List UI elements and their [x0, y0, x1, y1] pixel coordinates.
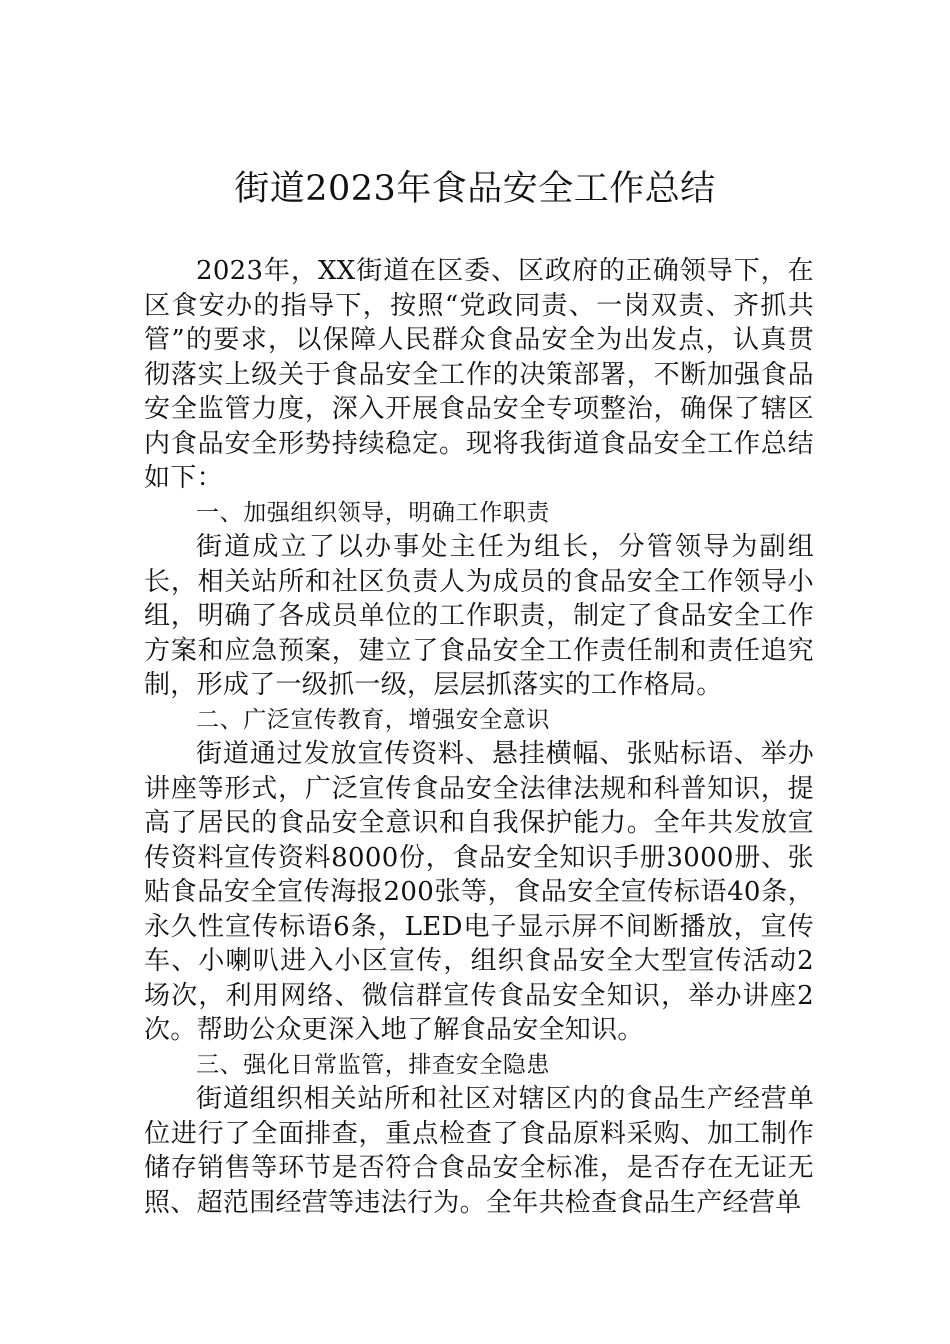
section-heading-3: 三、强化日常监管，排查安全隐患 — [196, 1051, 550, 1078]
intro-paragraph: 2023年，XX街道在区委、区政府的正确领导下，在区食安办的指导下，按照“党政同责、一岗双责、齐抓共管”的要求，以保障人民群众食品安全为出发点，认真贯彻落实上级关于食品安全工作的决策部署，不断加强食品安全监管力度，深入开展食品安全专项整治，确保了辖区内食品安全形势持续稳定。现将我街道食品安全工作总结如下： — [144, 256, 814, 493]
section-paragraph-2: 街道通过发放宣传资料、悬挂横幅、张贴标语、举办讲座等形式，广泛宣传食品安全法律法规和科普知识，提高了居民的食品安全意识和自我保护能力。全年共发放宣传资料宣传资料8000份，食品安全知识手册3000册、张贴食品安全宣传海报200张等，食品安全宣传标语40条，永久性宣传标语6条，LED电子显示屏不间断播放，宣传车、小喇叭进入小区宣传，组织食品安全大型宣传活动2场次，利用网络、微信群宣传食品安全知识，举办讲座2次。帮助公众更深入地了解食品安全知识。 — [144, 739, 814, 1045]
section-heading-2: 二、广泛宣传教育，增强安全意识 — [196, 706, 550, 733]
section-paragraph-3: 街道组织相关站所和社区对辖区内的食品生产经营单位进行了全面排查，重点检查了食品原料采购、加工制作储存销售等环节是否符合食品安全标准，是否存在无证无照、超范围经营等违法行为。全年共检查食品生产经营单 — [144, 1084, 814, 1218]
document-title: 街道2023年食品安全工作总结 — [234, 169, 716, 209]
section-heading-1: 一、加强组织领导，明确工作职责 — [196, 499, 550, 526]
document-body — [144, 254, 814, 1220]
section-paragraph-1: 街道成立了以办事处主任为组长，分管领导为副组长，相关站所和社区负责人为成员的食品安全工作领导小组，明确了各成员单位的工作职责，制定了食品安全工作方案和应急预案，建立了食品安全工作责任制和责任追究制，形成了一级抓一级，层层抓落实的工作格局。 — [144, 532, 814, 700]
